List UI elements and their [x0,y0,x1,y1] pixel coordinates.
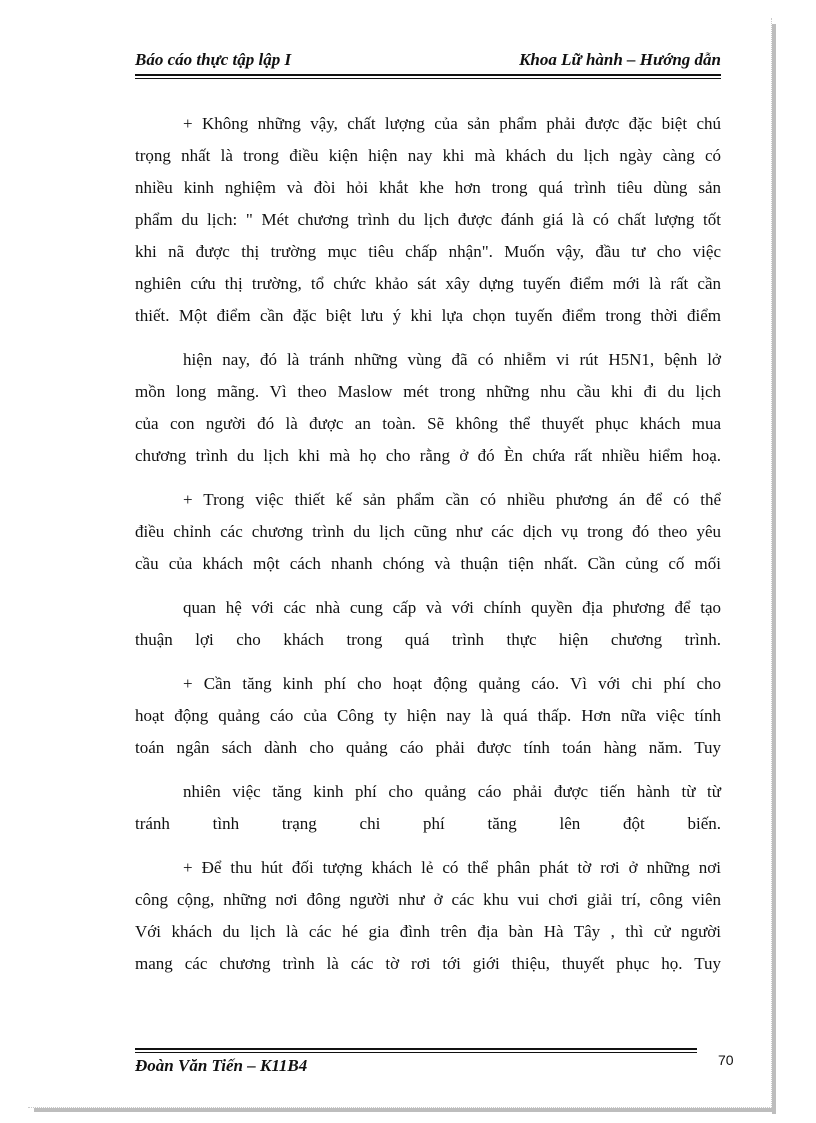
text-line: toán ngân sách dành cho quảng cáo phải được tính toán hàng năm. Tuy [135,738,721,757]
paragraph [135,852,721,980]
text-line: chương trình du lịch khi mà họ cho rằng ở đó Èn chứa rất nhiều hiểm hoạ. [135,446,721,465]
text-line: hiện nay, đó là tránh những vùng đã có nhiễm vi rút H5N1, bệnh lở [183,350,721,369]
footer-author: Đoàn Văn Tiến – K11B4 [135,1056,308,1075]
header-rule-thick [135,74,721,76]
page-number: 70 [718,1052,734,1068]
text-line: khi nã được thị trường mục tiêu chấp nhận". Muốn vậy, đầu tư cho việc [135,242,721,261]
paragraph [135,108,721,332]
paragraph [135,668,721,764]
footer-rule-thick [135,1048,697,1050]
text-line: nghiên cứu thị trường, tổ chức khảo sát xây dựng tuyến điểm mới là rất cần [135,274,721,293]
text-line: + Trong việc thiết kế sản phẩm cần có nhiều phương án để có thể [183,490,721,509]
header-rule-thin [135,78,721,79]
text-line: quan hệ với các nhà cung cấp và với chính quyền địa phương để tạo [183,598,721,617]
paragraph [135,344,721,472]
paragraph [135,776,721,840]
text-line: mồn long mãng. Vì theo Maslow mét trong những nhu cầu khi đi du lịch [135,382,721,401]
text-line: Với khách du lịch là các hé gia đình trên địa bàn Hà Tây , thì cử người [135,922,721,941]
text-line: của con người đó là được an toàn. Sẽ không thể thuyết phục khách mua [135,414,721,433]
text-line: + Để thu hút đối tượng khách lẻ có thể phân phát tờ rơi ở những nơi [183,858,721,877]
text-line: hoạt động quảng cáo của Công ty hiện nay là quá thấp. Hơn nữa việc tính [135,706,721,725]
page-shadow-right [772,24,776,1114]
page-shadow-bottom [34,1108,776,1112]
text-line: nhiều kinh nghiệm và đòi hỏi khắt khe hơn trong quá trình tiêu dùng sản [135,178,721,197]
text-line: cầu của khách một cách nhanh chóng và thuận tiện nhất. Cần củng cố mối [135,554,721,573]
footer-rule-thin [135,1052,697,1053]
text-line: điều chỉnh các chương trình du lịch cũng như các dịch vụ trong đó theo yêu [135,522,721,541]
text-line: + Không những vậy, chất lượng của sản phẩm phải được đặc biệt chú [183,114,721,133]
header-department: Khoa Lữ hành – Hướng dẫn [519,50,721,69]
text-line: tránh tình trạng chi phí tăng lên đột biến. [135,814,721,833]
header-report-title: Báo cáo thực tập lập I [135,50,292,69]
text-line: thuận lợi cho khách trong quá trình thực hiện chương trình. [135,630,721,649]
paragraph [135,592,721,656]
text-line: phẩm du lịch: " Mét chương trình du lịch được đánh giá là có chất lượng tốt [135,210,721,229]
text-line: công cộng, những nơi đông người như ở các khu vui chơi giải trí, công viên [135,890,721,909]
text-line: trọng nhất là trong điều kiện hiện nay khi mà khách du lịch ngày càng có [135,146,721,165]
text-line: mang các chương trình là các tờ rơi tới giới thiệu, thuyết phục họ. Tuy [135,954,721,973]
body-text [135,108,721,980]
text-line: thiết. Một điểm cần đặc biệt lưu ý khi lựa chọn tuyến điểm trong thời điểm [135,306,721,325]
page-header [135,50,721,74]
text-line: + Cần tăng kinh phí cho hoạt động quảng cáo. Vì với chi phí cho [183,674,721,693]
paragraph [135,484,721,580]
text-line: nhiên việc tăng kinh phí cho quảng cáo phải được tiến hành từ từ [183,782,721,801]
